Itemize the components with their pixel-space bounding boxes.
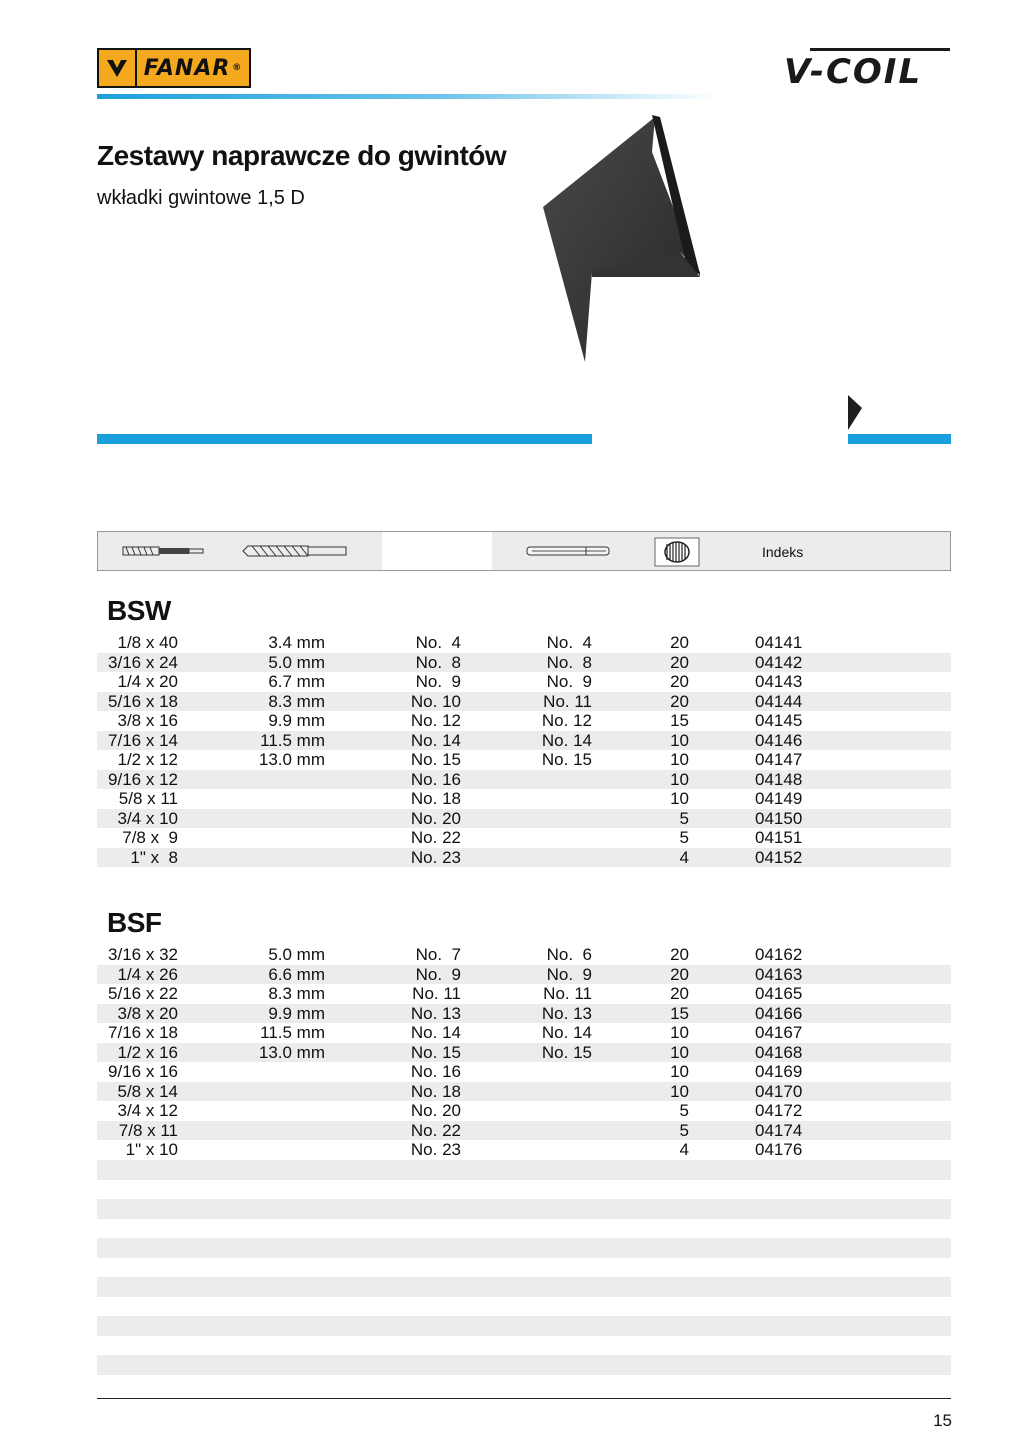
column-header-bar [97, 531, 951, 571]
tap-no-cell: No. 16 [410, 769, 461, 789]
tool-no-cell: No. 11 [543, 691, 592, 711]
tool-no-cell: No. 11 [543, 984, 592, 1003]
quantity-cell: 20 [670, 633, 689, 652]
quantity-cell: 10 [670, 789, 689, 808]
tool-no-cell: No. 8 [546, 652, 592, 672]
thread-size-cell: 3/16 x 32 [108, 945, 178, 964]
thread-size-cell: 9/16 x 16 [108, 1062, 178, 1081]
quantity-cell: 20 [670, 964, 689, 984]
index-cell: 04162 [755, 945, 803, 964]
thread-size-cell: 1/8 x 40 [117, 633, 178, 652]
quantity-cell: 20 [670, 945, 689, 964]
table-row [97, 965, 951, 985]
quantity-cell: 5 [679, 1101, 689, 1120]
vcoil-logo: V-COIL [784, 46, 950, 90]
empty-row-stripe [97, 1277, 951, 1297]
tap-no-cell: No. 7 [415, 945, 461, 964]
tap-no-cell: No. 11 [412, 984, 461, 1003]
tool-no-cell: No. 13 [541, 1003, 592, 1023]
table-row [97, 1043, 951, 1063]
table-row [97, 1062, 951, 1082]
table-row [97, 848, 951, 868]
index-cell: 04147 [755, 750, 803, 769]
table-row [97, 984, 951, 1004]
thread-insert-icon [654, 537, 700, 567]
index-cell: 04163 [755, 964, 803, 984]
tap-no-cell: No. 13 [410, 1003, 461, 1023]
index-cell: 04169 [755, 1062, 803, 1081]
thread-size-cell: 5/8 x 14 [117, 1081, 178, 1101]
table-row [97, 633, 951, 653]
drill-size-cell: 3.4 mm [268, 633, 325, 652]
tap-no-cell: No. 14 [410, 730, 461, 750]
drill-bit-icon [242, 543, 348, 559]
index-cell: 04149 [755, 789, 803, 808]
tap-no-cell: No. 9 [415, 672, 461, 691]
tap-no-cell: No. 12 [410, 711, 461, 730]
index-cell: 04174 [755, 1120, 803, 1140]
thread-size-cell: 9/16 x 12 [108, 769, 178, 789]
page-number: 15 [933, 1411, 952, 1430]
tap-no-cell: No. 15 [410, 1042, 461, 1062]
thread-size-cell: 5/8 x 11 [118, 789, 178, 808]
index-cell: 04152 [755, 847, 803, 867]
index-cell: 04142 [755, 652, 803, 672]
thread-size-cell: 5/16 x 22 [108, 984, 178, 1003]
index-cell: 04172 [755, 1101, 803, 1120]
index-cell: 04143 [755, 672, 803, 691]
tap-no-cell: No. 8 [415, 652, 461, 672]
tap-no-cell: No. 20 [410, 1101, 461, 1120]
drill-size-cell: 13.0 mm [258, 1042, 325, 1062]
quantity-cell: 5 [679, 808, 689, 828]
index-cell: 04176 [755, 1140, 803, 1159]
quantity-cell: 10 [670, 750, 689, 769]
empty-row-stripe [97, 1316, 951, 1336]
quantity-cell: 5 [679, 828, 689, 847]
blue-accent-bar-right [848, 434, 951, 444]
table-row [97, 945, 951, 965]
tap-no-cell: No. 23 [410, 847, 461, 867]
quantity-cell: 20 [670, 652, 689, 672]
drill-size-cell: 9.9 mm [268, 1003, 325, 1023]
table-row [97, 1082, 951, 1102]
quantity-cell: 10 [670, 1062, 689, 1081]
thread-size-cell: 1" x 8 [130, 847, 178, 867]
thread-size-cell: 1/2 x 12 [117, 750, 178, 769]
tool-no-cell: No. 4 [546, 633, 592, 652]
drill-size-cell: 8.3 mm [268, 984, 325, 1003]
index-cell: 04144 [755, 691, 803, 711]
drill-size-cell: 13.0 mm [258, 750, 325, 769]
tap-no-cell: No. 9 [415, 964, 461, 984]
table-row [97, 711, 951, 731]
table-row [97, 692, 951, 712]
tool-no-cell: No. 15 [541, 1042, 592, 1062]
quantity-cell: 5 [679, 1120, 689, 1140]
index-cell: 04141 [755, 633, 803, 652]
index-cell: 04170 [755, 1081, 803, 1101]
index-cell: 04146 [755, 730, 803, 750]
installation-tool-icon [526, 545, 610, 557]
thread-size-cell: 7/16 x 14 [108, 730, 178, 750]
drill-size-cell: 6.6 mm [268, 964, 325, 984]
tap-no-cell: No. 22 [410, 828, 461, 847]
index-cell: 04166 [755, 1003, 803, 1023]
tool-no-cell: No. 14 [541, 1023, 592, 1042]
thread-size-cell: 7/8 x 9 [122, 828, 178, 847]
drill-size-cell: 6.7 mm [268, 672, 325, 691]
quantity-cell: 10 [670, 1042, 689, 1062]
tap-no-cell: No. 18 [410, 789, 461, 808]
column-header-blank [382, 532, 492, 570]
thread-size-cell: 3/4 x 10 [117, 808, 178, 828]
empty-row-stripe [97, 1355, 951, 1375]
tool-no-cell: No. 9 [546, 964, 592, 984]
footer-divider [97, 1398, 951, 1399]
tool-no-cell: No. 14 [541, 730, 592, 750]
thread-size-cell: 1/2 x 16 [117, 1042, 178, 1062]
tap-no-cell: No. 16 [410, 1062, 461, 1081]
table-row [97, 653, 951, 673]
quantity-cell: 15 [670, 711, 689, 730]
thread-size-cell: 5/16 x 18 [108, 691, 178, 711]
repair-kit-case-image [540, 112, 870, 442]
table-row [97, 731, 951, 751]
table-row [97, 1004, 951, 1024]
thread-size-cell: 3/8 x 20 [117, 1003, 178, 1023]
tap-no-cell: No. 23 [410, 1140, 461, 1159]
empty-row-stripe [97, 1199, 951, 1219]
table-row [97, 789, 951, 809]
thread-size-cell: 3/16 x 24 [108, 652, 178, 672]
quantity-cell: 10 [670, 1081, 689, 1101]
empty-row-stripe [97, 1160, 951, 1180]
quantity-cell: 10 [670, 769, 689, 789]
tool-no-cell: No. 12 [541, 711, 592, 730]
thread-size-cell: 3/8 x 16 [117, 711, 178, 730]
thread-size-cell: 1" x 10 [125, 1140, 178, 1159]
index-cell: 04167 [755, 1023, 803, 1042]
drill-size-cell: 8.3 mm [268, 691, 325, 711]
table-row [97, 828, 951, 848]
index-cell: 04151 [755, 828, 803, 847]
tap-icon [122, 543, 204, 559]
tap-no-cell: No. 20 [410, 808, 461, 828]
section-title-bsw: BSW [107, 595, 171, 626]
quantity-cell: 20 [670, 672, 689, 691]
thread-size-cell: 3/4 x 12 [117, 1101, 178, 1120]
tap-no-cell: No. 10 [410, 691, 461, 711]
quantity-cell: 20 [670, 691, 689, 711]
table-row [97, 750, 951, 770]
thread-size-cell: 7/8 x 11 [118, 1120, 178, 1140]
quantity-cell: 15 [670, 1003, 689, 1023]
table-row [97, 1140, 951, 1160]
page-title: Zestawy naprawcze do gwintów [97, 140, 507, 171]
fanar-v-icon [99, 50, 137, 86]
drill-size-cell: 11.5 mm [260, 730, 325, 750]
header-gradient-line [97, 94, 717, 99]
drill-size-cell: 11.5 mm [260, 1023, 325, 1042]
thread-size-cell: 1/4 x 20 [117, 672, 178, 691]
table-row [97, 770, 951, 790]
thread-size-cell: 7/16 x 18 [108, 1023, 178, 1042]
tap-no-cell: No. 15 [410, 750, 461, 769]
thread-size-cell: 1/4 x 26 [117, 964, 178, 984]
table-row [97, 809, 951, 829]
blue-accent-bar-left [97, 434, 592, 444]
index-cell: 04145 [755, 711, 803, 730]
empty-row-stripe [97, 1238, 951, 1258]
fanar-logo [97, 48, 251, 88]
index-cell: 04168 [755, 1042, 803, 1062]
tap-no-cell: No. 14 [410, 1023, 461, 1042]
tool-no-cell: No. 15 [541, 750, 592, 769]
index-cell: 04165 [755, 984, 803, 1003]
index-cell: 04150 [755, 808, 803, 828]
drill-size-cell: 5.0 mm [268, 652, 325, 672]
quantity-cell: 10 [670, 730, 689, 750]
fanar-wordmark: FANAR ® [137, 50, 249, 86]
tool-no-cell: No. 6 [546, 945, 592, 964]
quantity-cell: 4 [679, 1140, 689, 1159]
tap-no-cell: No. 18 [410, 1081, 461, 1101]
quantity-cell: 20 [670, 984, 689, 1003]
page-subtitle: wkładki gwintowe 1,5 D [97, 187, 305, 209]
index-cell: 04148 [755, 769, 803, 789]
tap-no-cell: No. 22 [410, 1120, 461, 1140]
table-row [97, 672, 951, 692]
table-row [97, 1023, 951, 1043]
table-row [97, 1101, 951, 1121]
quantity-cell: 4 [679, 847, 689, 867]
index-column-label: Indeks [762, 544, 804, 560]
tool-no-cell: No. 9 [546, 672, 592, 691]
tap-no-cell: No. 4 [415, 633, 461, 652]
drill-size-cell: 5.0 mm [268, 945, 325, 964]
quantity-cell: 10 [670, 1023, 689, 1042]
section-title-bsf: BSF [107, 907, 162, 938]
drill-size-cell: 9.9 mm [268, 711, 325, 730]
table-row [97, 1121, 951, 1141]
